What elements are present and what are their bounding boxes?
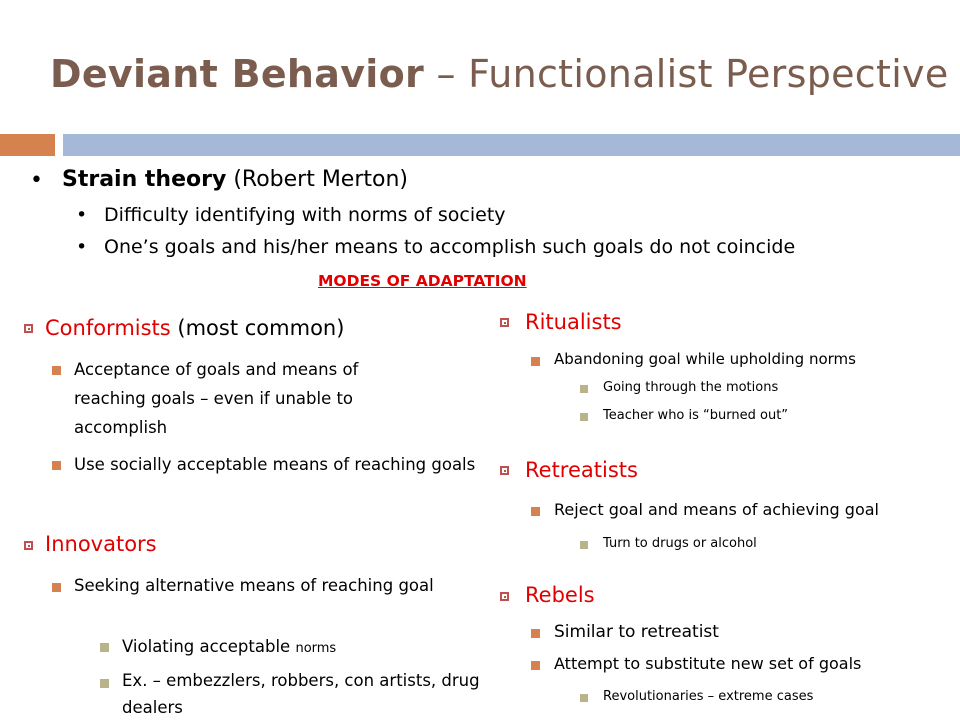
retreatists-sub-1: Turn to drugs or alcohol <box>603 536 757 551</box>
square-bullet-icon <box>531 661 540 670</box>
ritualists-sub-1: Going through the motions <box>603 380 779 395</box>
checkbox-bullet-icon <box>500 318 509 327</box>
conformists-heading <box>45 316 344 340</box>
checkbox-bullet-icon <box>500 592 509 601</box>
small-square-bullet-icon <box>100 679 109 688</box>
bullet-dot-icon: • <box>76 204 88 226</box>
title-bold: Deviant Behavior <box>50 52 425 96</box>
innovators-heading: Innovators <box>45 532 157 556</box>
checkbox-bullet-icon <box>24 324 33 333</box>
accent-bar-blue <box>63 134 960 156</box>
conformists-item-1: Acceptance of goals and means of reaching goals – even if unable to accomplish <box>74 360 359 437</box>
slide-title <box>50 52 949 96</box>
rebels-heading: Rebels <box>525 583 595 607</box>
innovators-sub-1-main: Violating acceptable <box>122 637 296 656</box>
rebels-sub-1: Revolutionaries – extreme cases <box>603 689 814 704</box>
strain-sub-1: Difficulty identifying with norms of society <box>104 204 506 226</box>
checkbox-bullet-icon <box>24 541 33 550</box>
accent-bar-orange <box>0 134 55 156</box>
bullet-dot-icon: • <box>76 236 88 258</box>
conformists-item-2: Use socially acceptable means of reaching goals <box>74 455 476 474</box>
square-bullet-icon <box>531 507 540 516</box>
ritualists-item: Abandoning goal while upholding norms <box>554 350 856 368</box>
small-square-bullet-icon <box>580 413 588 421</box>
small-square-bullet-icon <box>100 643 109 652</box>
small-square-bullet-icon <box>580 541 588 549</box>
small-square-bullet-icon <box>580 385 588 393</box>
rebels-item-2: Attempt to substitute new set of goals <box>554 654 862 673</box>
square-bullet-icon <box>531 357 540 366</box>
retreatists-heading: Retreatists <box>525 458 638 482</box>
conformists-note: (most common) <box>170 316 345 340</box>
strain-sub-2: One’s goals and his/her means to accomplish such goals do not coincide <box>104 236 796 258</box>
retreatists-item: Reject goal and means of achieving goal <box>554 500 879 519</box>
strain-theory-bold: Strain theory <box>62 167 227 192</box>
ritualists-sub-2: Teacher who is “burned out” <box>603 408 789 423</box>
square-bullet-icon <box>52 583 61 592</box>
bullet-dot-icon: • <box>30 168 43 193</box>
innovators-sub-2: Ex. – embezzlers, robbers, con artists, drug dealers <box>122 671 480 717</box>
rebels-item-1: Similar to retreatist <box>554 622 719 642</box>
innovators-item-1: Seeking alternative means of reaching goal <box>74 576 434 595</box>
strain-theory-author: (Robert Merton) <box>226 167 408 192</box>
innovators-sub-1-small: norms <box>295 641 337 656</box>
square-bullet-icon <box>52 461 61 470</box>
title-rest: – Functionalist Perspective <box>424 52 949 96</box>
square-bullet-icon <box>52 366 61 375</box>
checkbox-bullet-icon <box>500 466 509 475</box>
square-bullet-icon <box>531 629 540 638</box>
innovators-sub-1 <box>122 632 336 663</box>
conformists-name: Conformists <box>45 316 171 340</box>
strain-theory-heading <box>62 167 408 192</box>
ritualists-heading: Ritualists <box>525 310 622 334</box>
modes-of-adaptation-label: MODES OF ADAPTATION <box>318 272 527 290</box>
small-square-bullet-icon <box>580 694 588 702</box>
